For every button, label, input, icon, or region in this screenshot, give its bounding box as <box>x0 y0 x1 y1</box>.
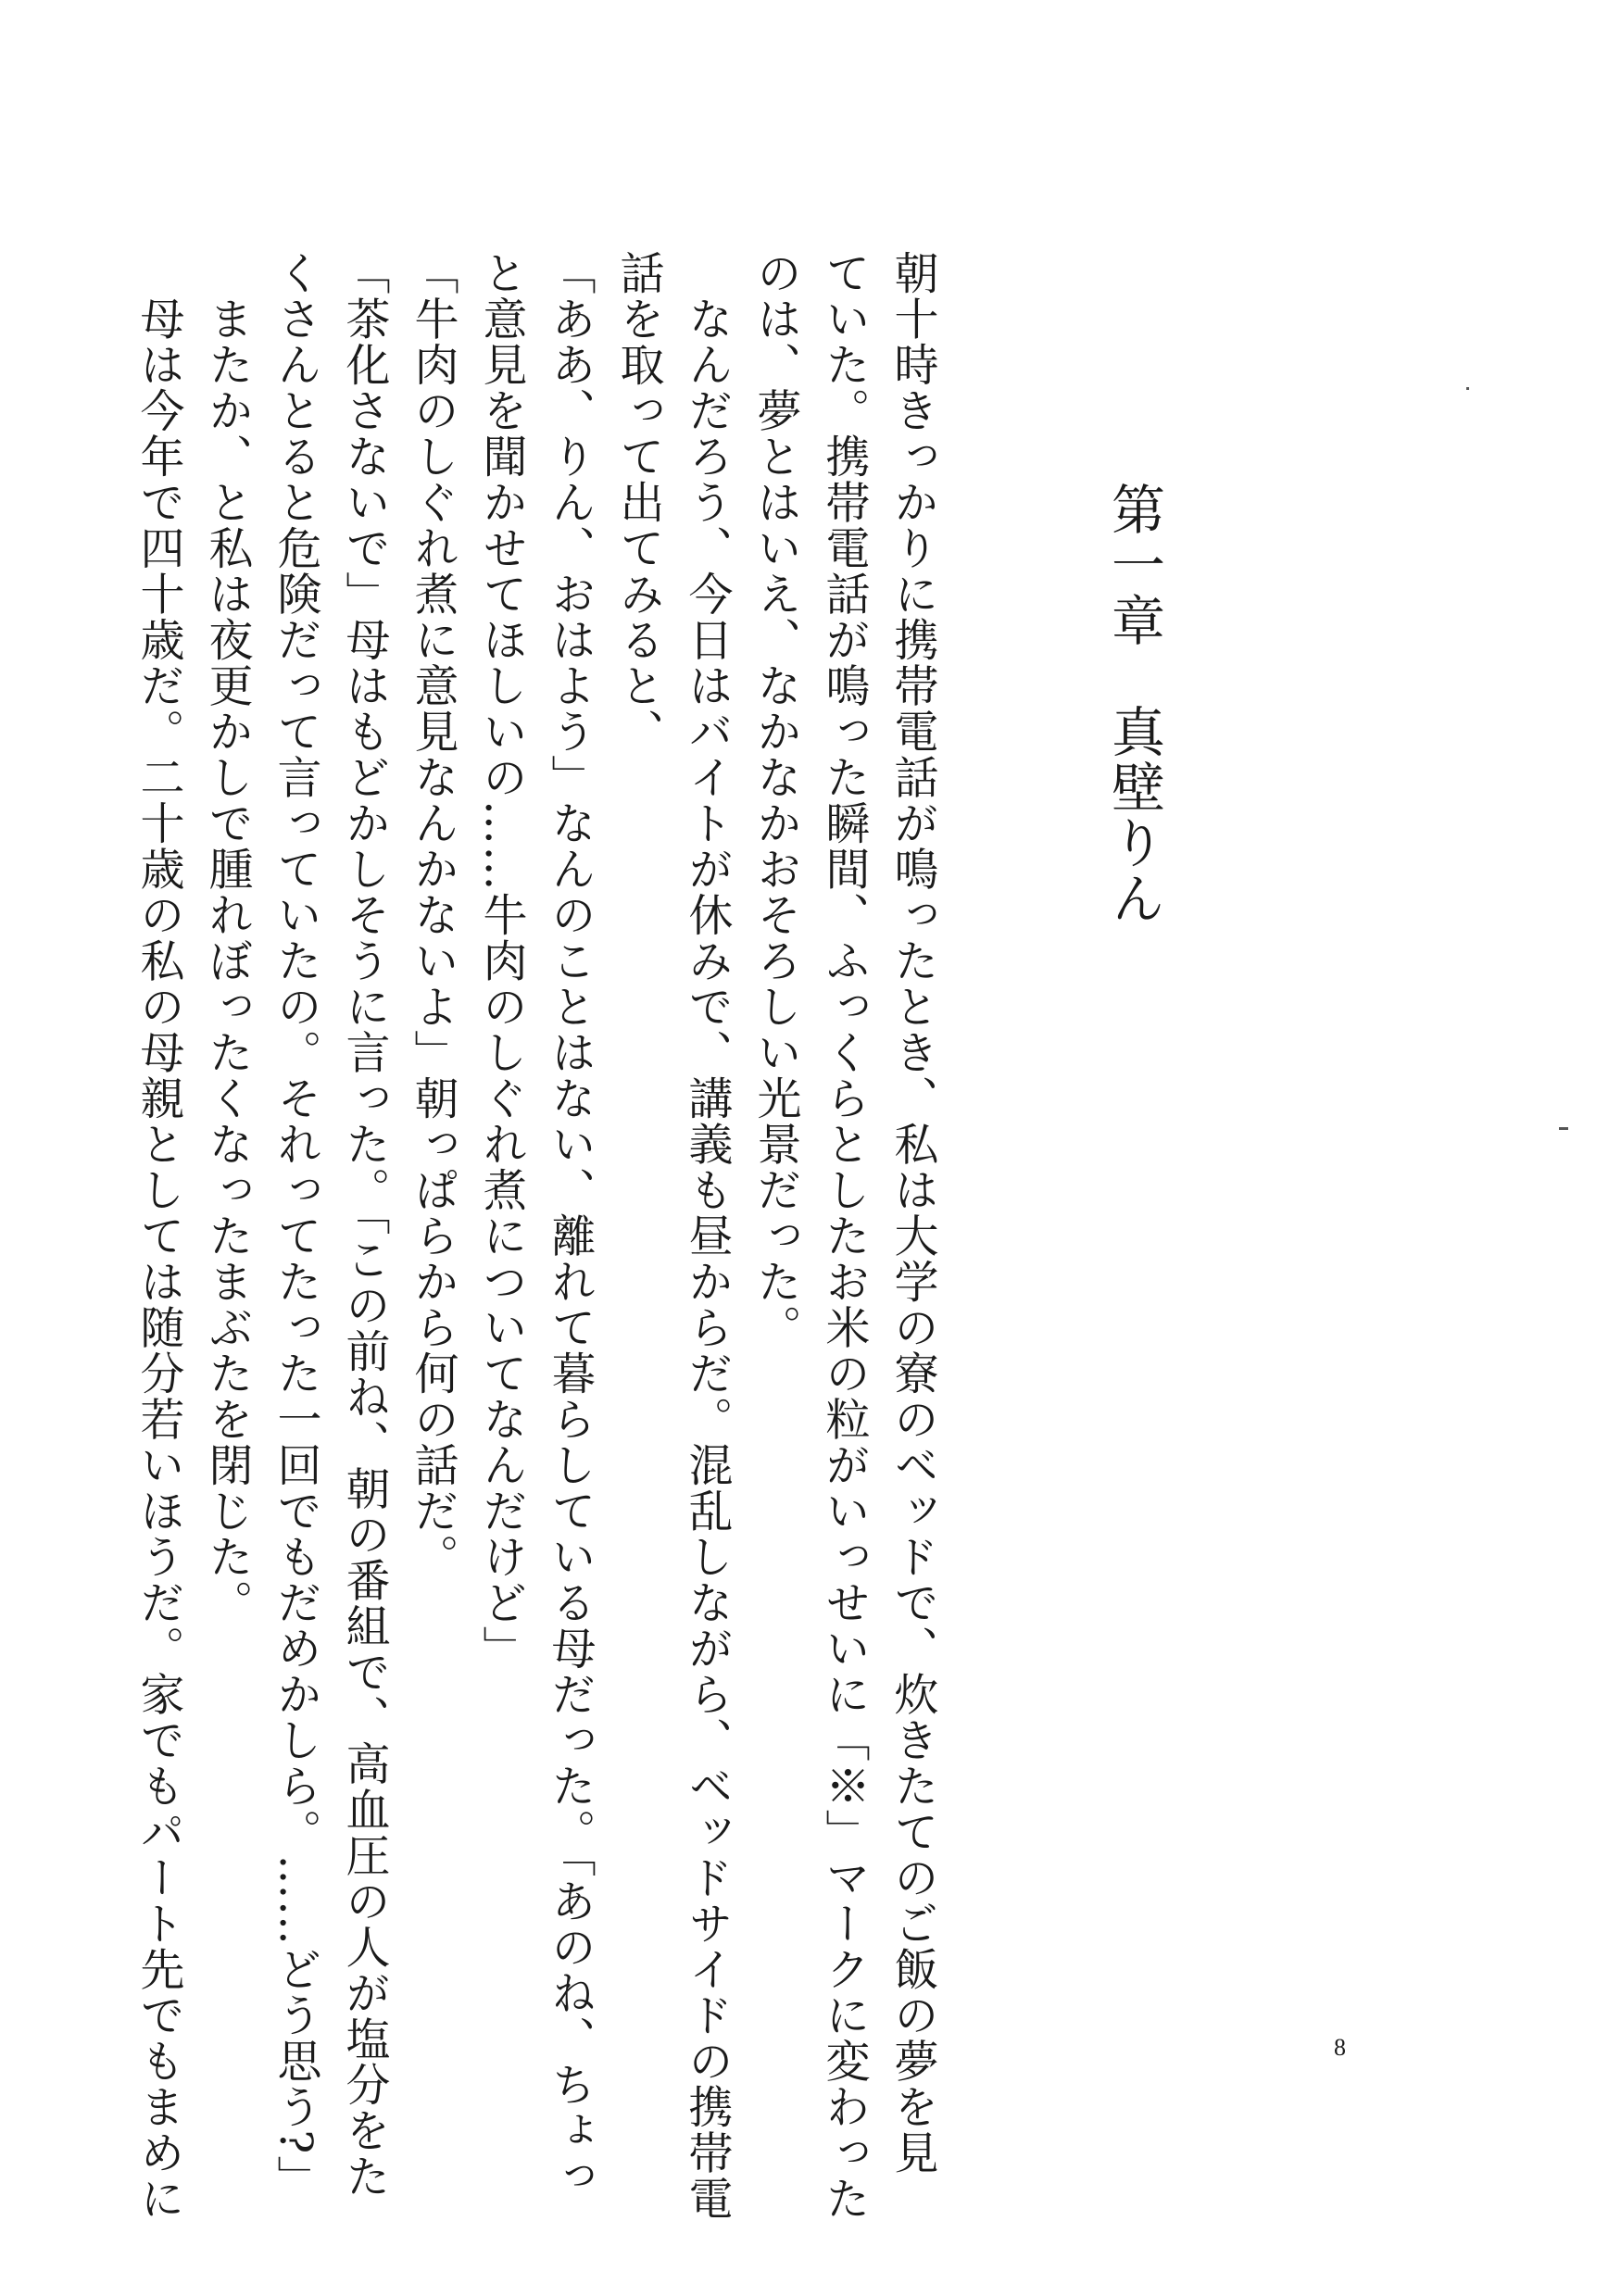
text-line: 母は今年で四十歳だ。二十歳の私の母親としては随分若いほうだ。家でもパート先でもまめに <box>132 250 184 2222</box>
text-line: 「ああ、りん、おはよう」なんのことはない、離れて暮らしている母だった。「あのね、ちょっ <box>544 250 596 2200</box>
chapter-number: 第一章 <box>1102 482 1165 648</box>
text-line: くさんとると危険だって言っていたの。それってたった一回でもだめかしら。……どう思う?」 <box>270 250 321 2202</box>
chapter-name: 真壁りん <box>1102 704 1165 926</box>
text-line: ていた。携帯電話が鳴った瞬間、ふっくらとしたお米の粒がいっせいに「※」マークに変わった <box>818 250 870 2222</box>
body-text <box>132 250 940 2222</box>
text-line: 「牛肉のしぐれ煮に意見なんかないよ」朝っぱらから何の話だ。 <box>407 250 459 1580</box>
text-line: 話を取って出てみると、 <box>612 250 664 755</box>
page-number: 8 <box>1334 2034 1346 2061</box>
scan-speck <box>1559 1127 1568 1130</box>
text-line: またか、と私は夜更かしで腫れぼったくなったまぶたを閉じた。 <box>201 250 253 1625</box>
text-line: 「茶化さないで」母はもどかしそうに言った。「この前ね、朝の番組で、高血圧の人が塩分をた <box>338 250 390 2200</box>
text-line: と意見を聞かせてほしいの……牛肉のしぐれ煮についてなんだけど」 <box>475 250 527 1672</box>
text-line: のは、夢とはいえ、なかなかおそろしい光景だった。 <box>749 250 801 1350</box>
scan-speck <box>1466 387 1469 390</box>
text-line: なんだろう、今日はバイトが休みで、講義も昼からだ。混乱しながら、ベッドサイドの携帯電 <box>681 250 733 2222</box>
text-line: 朝十時きっかりに携帯電話が鳴ったとき、私は大学の寮のベッドで、炊きたてのご飯の夢を見 <box>886 250 938 2176</box>
chapter-title <box>1100 482 1167 926</box>
